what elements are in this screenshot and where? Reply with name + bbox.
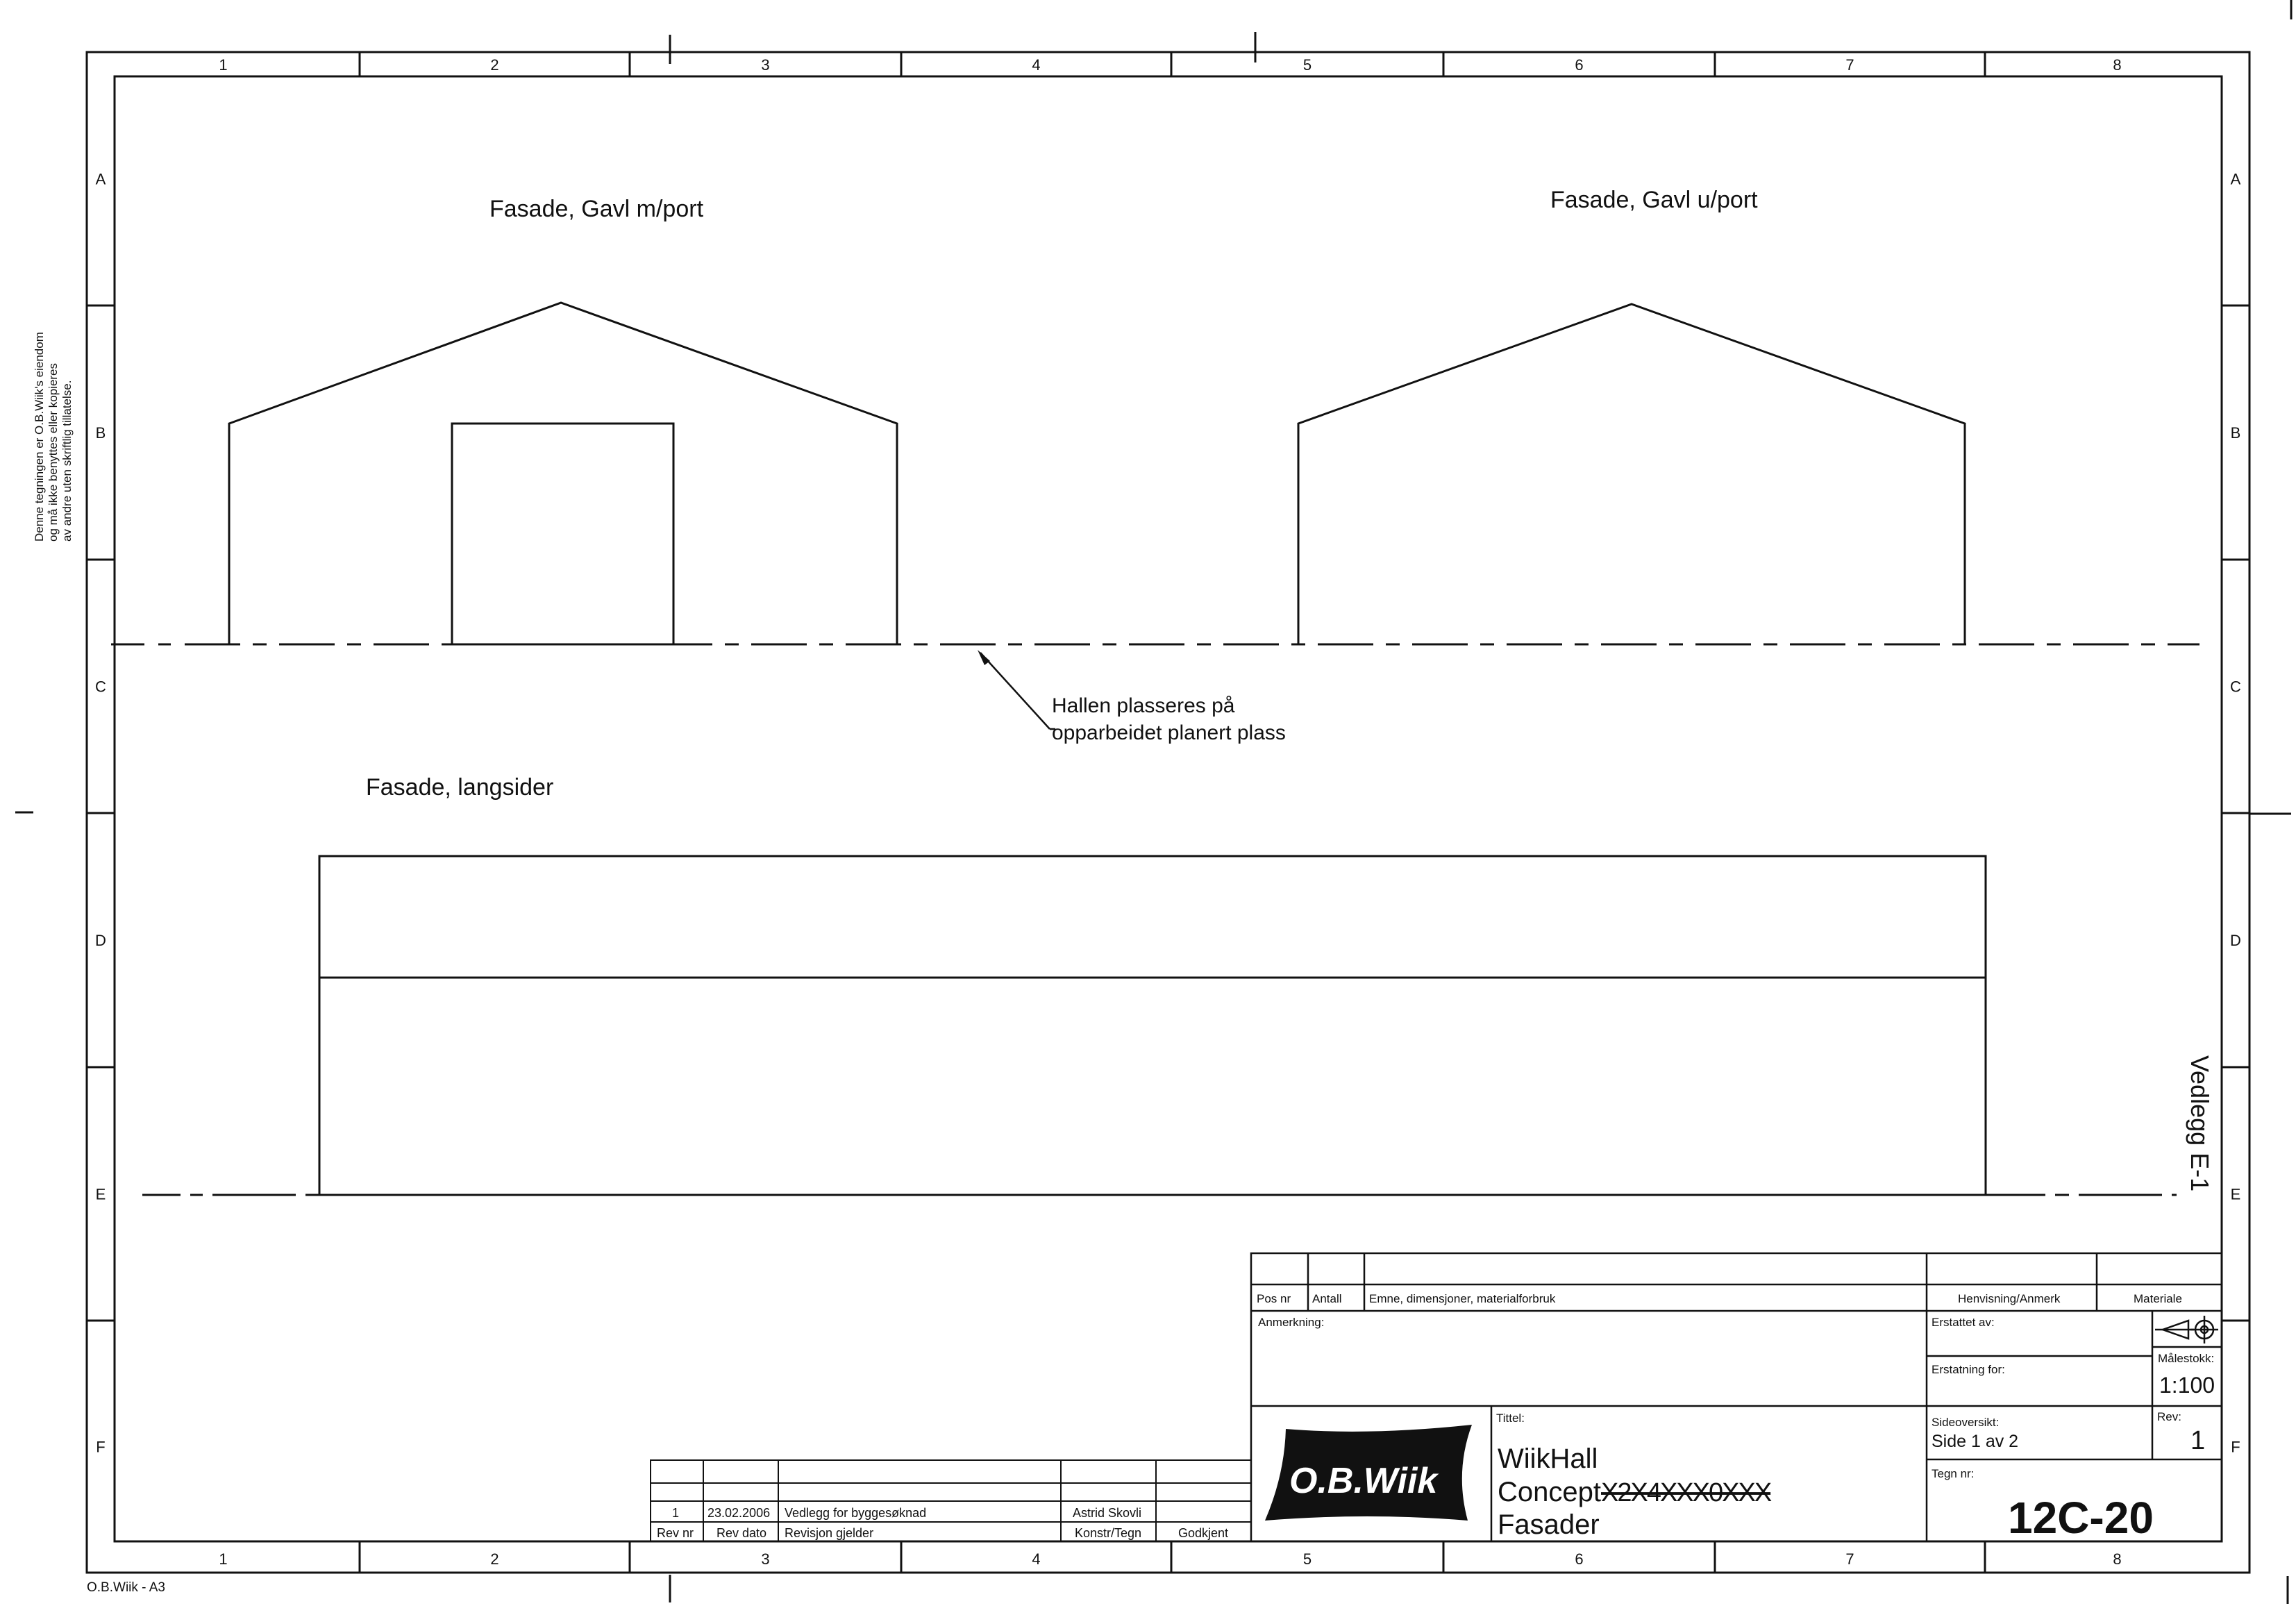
- grid-column-label: 7: [1845, 56, 1854, 74]
- gable-without-door-elevation: [1298, 304, 1965, 644]
- title-line-1: WiikHall: [1498, 1443, 1598, 1474]
- copyright-line: Denne tegningen er O.B.Wiik's eiendom: [33, 332, 46, 542]
- grid-row-label: A: [2230, 170, 2241, 188]
- view-title-gable-with-door: Fasade, Gavl m/port: [489, 196, 704, 222]
- copyright-line: og må ikke benyttes eller kopieres: [47, 362, 60, 542]
- scale-value: 1:100: [2159, 1373, 2215, 1398]
- header-author: Konstr/Tegn: [1075, 1526, 1142, 1540]
- revision-date: 23.02.2006: [707, 1506, 771, 1520]
- grid-column-label: 2: [490, 1550, 499, 1568]
- title-block: [1251, 1253, 2222, 1543]
- door-opening: [452, 424, 673, 644]
- revision-table: [651, 1460, 1251, 1541]
- grid-labels: [95, 56, 2241, 1568]
- header-revision-description: Revisjon gjelder: [785, 1526, 874, 1540]
- sheet-format-label: O.B.Wiik - A3: [87, 1580, 165, 1595]
- attachment-label: Vedlegg E-1: [2186, 1055, 2214, 1192]
- grid-row-label: D: [2230, 932, 2241, 949]
- header-approved: Godkjent: [1178, 1526, 1229, 1540]
- grid-row-label: C: [95, 678, 106, 696]
- revision-number: 1: [672, 1506, 680, 1520]
- grid-column-label: 6: [1575, 56, 1584, 74]
- header-rev-date: Rev dato: [717, 1526, 767, 1540]
- col-header-reference: Henvisning/Anmerk: [1958, 1292, 2061, 1305]
- grid-column-label: 3: [761, 1550, 770, 1568]
- grid-column-label: 3: [761, 56, 770, 74]
- view-title-long-side: Fasade, langsider: [366, 774, 554, 801]
- grid-column-label: 8: [2113, 1550, 2122, 1568]
- grid-column-label: 5: [1302, 56, 1312, 74]
- header-rev-nr: Rev nr: [657, 1526, 694, 1540]
- col-header-material: Materiale: [2134, 1292, 2182, 1305]
- grid-row-label: E: [2230, 1185, 2241, 1203]
- grid-column-label: 4: [1032, 56, 1041, 74]
- revision-author: Astrid Skovli: [1073, 1506, 1142, 1520]
- replaces-label: Erstatning for:: [1932, 1363, 2005, 1376]
- revision-description: Vedlegg for byggesøknad: [785, 1506, 927, 1520]
- grid-row-label: F: [2231, 1438, 2240, 1456]
- gable-with-door-elevation: [229, 303, 897, 644]
- projection-symbol-icon: [2155, 1316, 2218, 1343]
- copyright-note: [33, 328, 74, 542]
- annotation-leader: [978, 650, 1055, 729]
- long-side-elevation: [319, 856, 1986, 1195]
- scale-label: Målestokk:: [2158, 1352, 2215, 1365]
- rev-value: 1: [2190, 1426, 2206, 1455]
- copyright-line: av andre uten skriftlig tillatelse.: [60, 380, 74, 542]
- grid-row-label: E: [95, 1185, 106, 1203]
- drawing-no-label: Tegn nr:: [1932, 1467, 1975, 1480]
- outer-frame: [87, 52, 2249, 1573]
- grid-column-label: 4: [1032, 1550, 1041, 1568]
- col-header-subject: Emne, dimensjoner, materialforbruk: [1369, 1292, 1556, 1305]
- grid-column-label: 6: [1575, 1550, 1584, 1568]
- grid-column-label: 1: [219, 1550, 228, 1568]
- grid-row-label: B: [95, 424, 106, 442]
- grid-column-label: 8: [2113, 56, 2122, 74]
- struck-out-code: X2X4XXX0XXX: [1601, 1478, 1771, 1507]
- remark-label: Anmerkning:: [1258, 1316, 1325, 1329]
- grid-row-label: A: [95, 170, 106, 188]
- title-line-3: Fasader: [1498, 1509, 1600, 1540]
- title-label: Tittel:: [1496, 1412, 1525, 1425]
- view-title-gable-without-door: Fasade, Gavl u/port: [1550, 187, 1758, 213]
- logo-text: O.B.Wiik: [1289, 1461, 1438, 1501]
- replaced-by-label: Erstattet av:: [1932, 1316, 1995, 1329]
- rev-label: Rev:: [2157, 1410, 2181, 1423]
- grid-row-label: F: [96, 1438, 106, 1456]
- drawing-number: 12C-20: [2008, 1493, 2154, 1543]
- company-logo: [1265, 1425, 1472, 1521]
- grid-row-label: D: [95, 932, 106, 949]
- grid-column-label: 1: [219, 56, 228, 74]
- grid-row-label: C: [2230, 678, 2241, 696]
- col-header-pos: Pos nr: [1257, 1292, 1291, 1305]
- annotation-line: Hallen plasseres på: [1052, 694, 1235, 717]
- inner-frame: [115, 76, 2222, 1541]
- grid-row-label: B: [2230, 424, 2241, 442]
- col-header-qty: Antall: [1312, 1292, 1342, 1305]
- grid-ticks: [87, 52, 2249, 1573]
- sheet-value: Side 1 av 2: [1932, 1432, 2019, 1451]
- sheet-label: Sideoversikt:: [1932, 1416, 2000, 1429]
- title-line-2: Concept: [1498, 1477, 1601, 1507]
- grid-column-label: 5: [1302, 1550, 1312, 1568]
- annotation-line: opparbeidet planert plass: [1052, 721, 1286, 744]
- annotation-text: [1052, 694, 1286, 744]
- grid-column-label: 7: [1845, 1550, 1854, 1568]
- grid-column-label: 2: [490, 56, 499, 74]
